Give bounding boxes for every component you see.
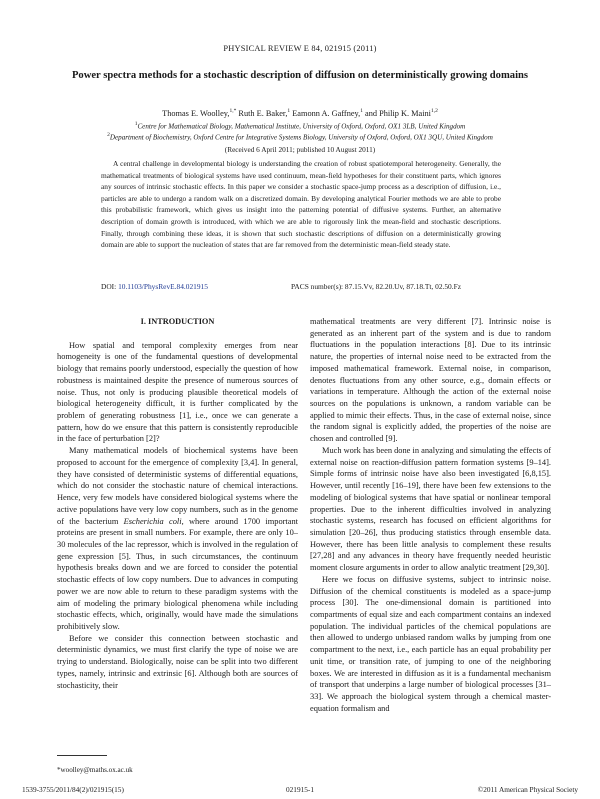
paragraph: Much work has been done in analyzing and simulating the effects of external noise on reaction-diffusion pattern formation systems [9–14]. Simple forms of intrinsic noise have also been investigated [6,8,15]. However, until recently [16–19], there have been few extensions to the modeling of biological systems that have spatial or nonlinear temporal properties. Due to the inherent difficulties involved in analyzing stochastic systems, research has focused on efficient algorithms for simulation [20–26], thus producing statistics through ensemble data. However, there has been little analysis to complement these results [27,28] and any advances in theory have frequently needed heuristic moment closure arguments in order to allow analytic treatment [29,30]. <box>310 445 551 573</box>
received-dates: (Received 6 April 2011; published 10 August 2011) <box>224 145 376 154</box>
affiliation-2 <box>0 132 600 141</box>
author-mark: 1 <box>287 108 291 114</box>
affiliation-text: Centre for Mathematical Biology, Mathematical Institute, University of Oxford, Oxford, OX1 3LB, United Kingdom <box>137 122 466 131</box>
paragraph: How spatial and temporal complexity emerges from near homogeneity is one of the fundamental questions of developmental biology that remains poorly understood, especially the question of how robustness is maintained despite the presence of numerous sources of noise. Thus, not only is producing plausible theoretical models of biological heterogeneity difficult, it is further complicated by the problem of generating robustness [1], i.e., once we can generate a pattern, how do we ensure that this pattern is consistently reproducible in the face of perturbation [2]? <box>57 340 298 444</box>
author-name: Eamonn A. Gaffney, <box>292 108 361 118</box>
author-name: and Philip K. Maini <box>365 108 431 118</box>
paragraph-text: Many mathematical models of biochemical systems have been proposed to account for the emergence of complexity [3,4]. In general, they have consisted of deterministic systems of differential equations, which do not consider the stochastic nature of chemical interactions. Hence, very few models have considered biological systems where the active populations have very low copy numbers, such as in the genome of the bacterium <box>57 446 298 526</box>
author-name: Thomas E. Woolley, <box>162 108 230 118</box>
author-mark: 1,2 <box>430 108 438 114</box>
doi-pacs-line <box>101 282 501 291</box>
author-list <box>0 108 600 118</box>
pacs-numbers: PACS number(s): 87.15.Vv, 82.20.Uv, 87.18.Tt, 02.50.Fz <box>291 282 461 291</box>
footnote-email[interactable]: *woolley@maths.ox.ac.uk <box>57 766 133 774</box>
paragraph: Before we consider this connection between stochastic and deterministic dynamics, we must first clarify the type of noise we are trying to understand. Biologically, noise can be split into two different types, namely, intrinsic and extrinsic [6]. Although both are sources of stochasticity, their <box>57 633 298 690</box>
right-column <box>310 316 551 714</box>
author-mark: 1 <box>360 108 363 114</box>
affiliation-mark: 1 <box>134 121 138 127</box>
author-mark: 1,* <box>229 108 237 114</box>
footer-page-number: 021915-1 <box>286 785 314 794</box>
running-head: PHYSICAL REVIEW E 84, 021915 (2011) <box>223 44 377 53</box>
doi-label: DOI: <box>101 282 117 291</box>
paragraph: mathematical treatments are very different [7]. Intrinsic noise is generated as an inherent part of the system and is due to random fluctuations in the population interactions [8]. Due to its intrinsic nature, the properties of internal noise need to be extracted from the imposed mathematical framework. External noise, in comparison, denotes fluctuations from any other source, e.g., domain effects or variations in temperature. Although the action of the external noise sources on the populations is unknown, a random variable can be applied to mimic their effects. Thus, in the case of external noise, since the random signal is explicitly added, the properties of the noise are chosen and controlled [9]. <box>310 317 551 444</box>
author-name: Ruth E. Baker, <box>238 108 288 118</box>
footer-copyright: ©2011 American Physical Society <box>477 785 578 794</box>
section-heading: I. INTRODUCTION <box>140 317 215 326</box>
paper-title: Power spectra methods for a stochastic description of diffusion on deterministically growing domains <box>71 70 529 81</box>
species-name: Escherichia coli <box>123 516 182 526</box>
paragraph-text: , where around 1700 important proteins are present in small numbers. For example, there are only 10–30 molecules of the lac repressor, which is involved in the regulation of gene expression [5]. Thus, in such circumstances, the continuum hypothesis breaks down and we are forced to consider the potential stochastic effects of low copy numbers. Due to advances in computing power we are now able to return to these paradigm systems with the aim of modeling the primary biological phenomena while including stochastic effects, which, originally, would have made the simulations prohibitively slow. <box>57 516 298 631</box>
paragraph: Here we focus on diffusive systems, subject to intrinsic noise. Diffusion of the chemical constituents is modeled as a space-jump process [30]. The one-dimensional domain is partitioned into compartments of equal size and each compartment contains an indexed population. The individual particles of the chemical populations are then allowed to undergo unbiased random walks by jumping from one compartment to the next, i.e., each particle has an equal probability per unit time, or transition rate, of jumping to one of the neighboring boxes. We are interested in diffusion as it is a fundamental mechanism of transport that underpins a large number of biological processes [31–33]. We approach the biological system through a chemical master-equation formalism and <box>310 574 551 713</box>
left-column <box>57 316 298 691</box>
doi-link[interactable]: 10.1103/PhysRevE.84.021915 <box>118 282 208 291</box>
affiliation-text: Department of Biochemistry, Oxford Centre for Integrative Systems Biology, University of Oxford, Oxford, OX1 3QU, United Kingdom <box>109 133 493 142</box>
affiliation-1 <box>0 121 600 130</box>
footnote-divider <box>57 755 107 756</box>
affiliation-mark: 2 <box>107 132 110 138</box>
paragraph <box>57 445 298 633</box>
footer-issn: 1539-3755/2011/84(2)/021915(15) <box>22 785 124 794</box>
abstract: A central challenge in developmental biology is understanding the creation of robust spatiotemporal heterogeneity. Generally, the mathematical treatments of biological systems have used continuum, mean-field hypotheses for their constituent parts, which ignores any sources of intrinsic stochastic effects. In this paper we consider a stochastic space-jump process as a description of diffusion, i.e., particles are able to undergo a random walk on a discretized domain. By developing analytical Fourier methods we are able to probe this probabilistic framework, which gives us insight into the patterning potential of diffusive systems. Further, an alternative description of domain growth is introduced, with which we are able to rigorously link the mean-field and stochastic descriptions. Finally, through combining these ideas, it is shown that such stochastic descriptions of diffusion on a deterministically growing domain are able to support the nucleation of states that are far removed from the deterministic mean-field steady state. <box>101 159 501 250</box>
